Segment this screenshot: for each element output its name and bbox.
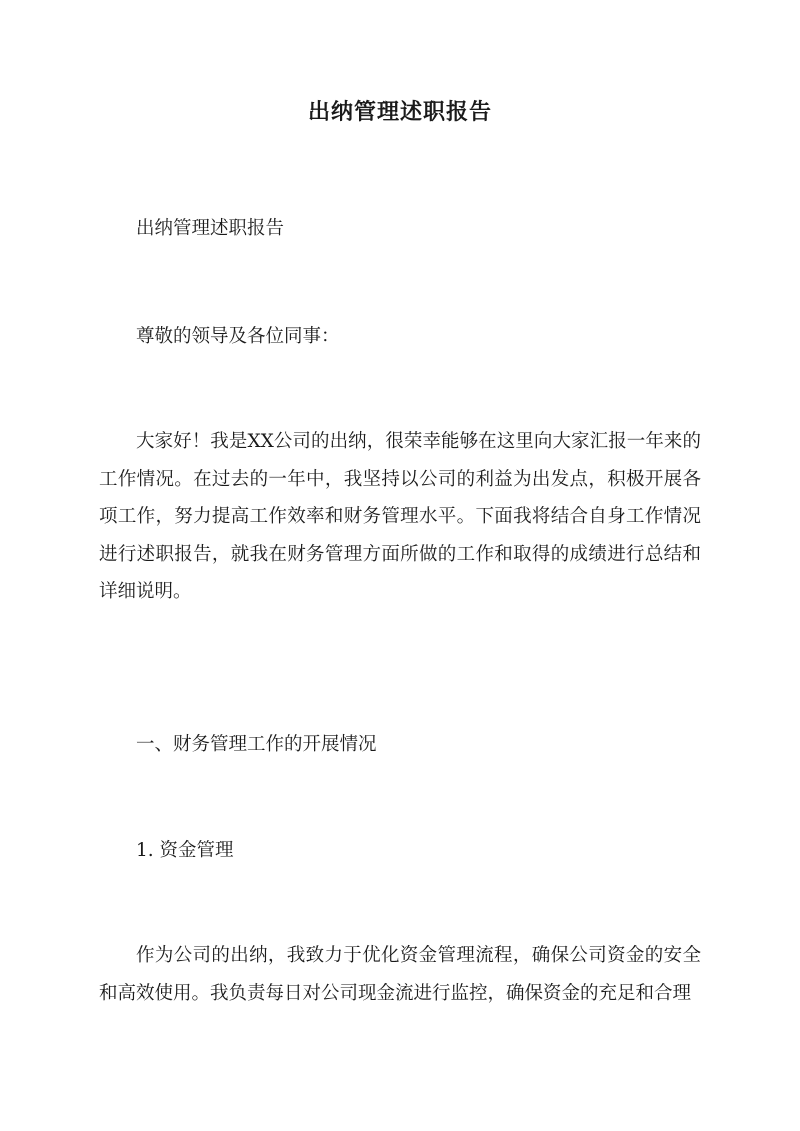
item-body-1: 作为公司的出纳，我致力于优化资金管理流程，确保公司资金的安全和高效使用。我负责每日对公司现金流进行监控，确保资金的充足和合理 [99,945,701,1004]
intro-paragraph: 大家好！我是XX公司的出纳，很荣幸能够在这里向大家汇报一年来的工作情况。在过去的一年中，我坚持以公司的利益为出发点，积极开展各项工作，努力提高工作效率和财务管理水平。下面我将结合自身工作情况进行述职报告，就我在财务管理方面所做的工作和取得的成绩进行总结和详细说明。 [99,431,701,602]
section-heading-1: 一、财务管理工作的开展情况 [136,734,377,755]
page-title: 出纳管理述职报告 [307,99,492,125]
document-subtitle: 出纳管理述职报告 [136,218,285,239]
item-heading-1: 1. 资金管理 [136,840,234,861]
salutation: 尊敬的领导及各位同事： [136,326,340,347]
